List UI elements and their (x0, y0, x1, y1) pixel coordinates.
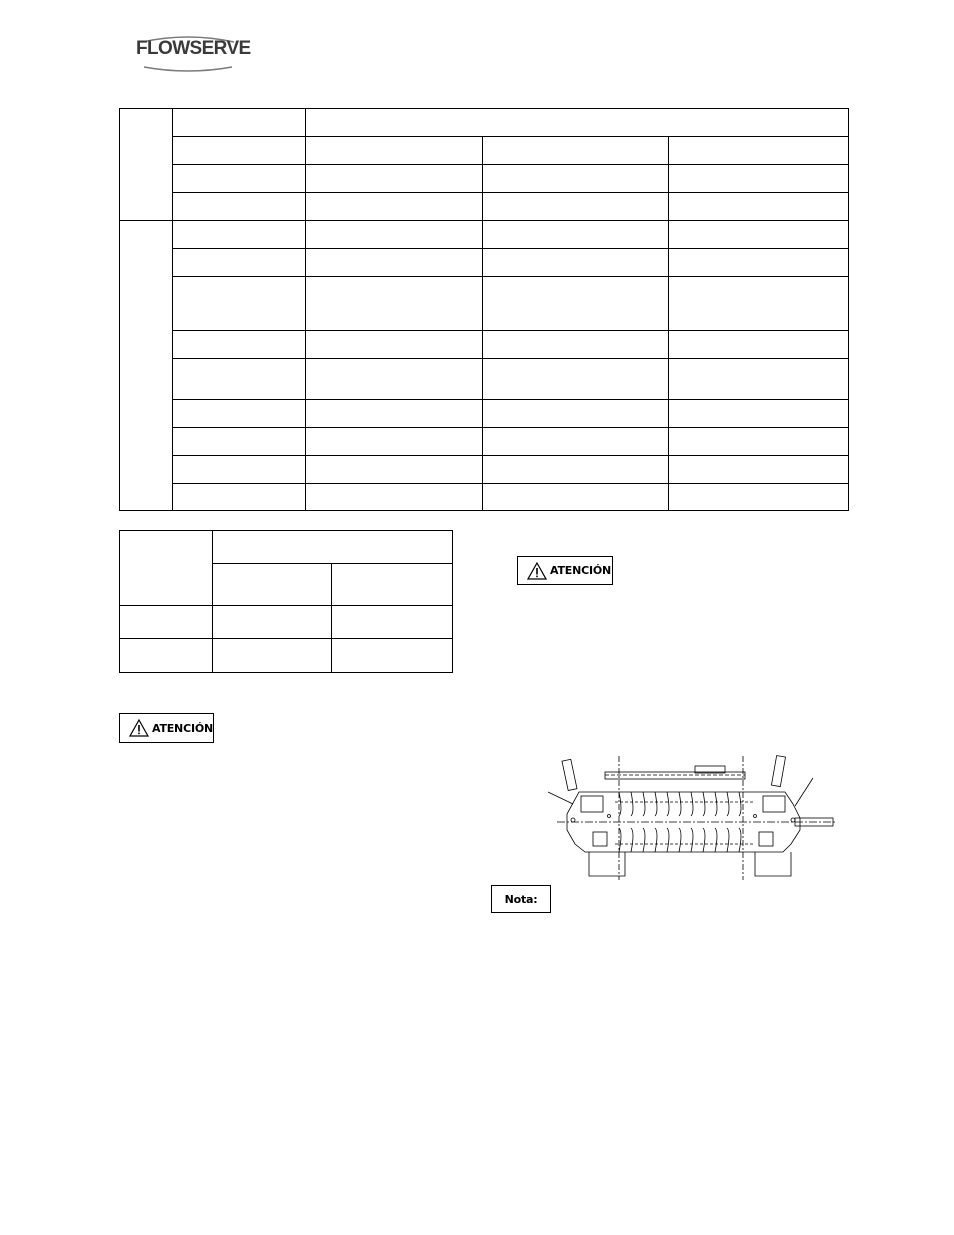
table-row (120, 484, 849, 511)
table-cell (212, 639, 332, 673)
table-cell (305, 193, 483, 221)
table-row (120, 221, 849, 249)
table-cell (669, 249, 849, 277)
table-header-cell (305, 109, 848, 137)
table-cell (483, 331, 669, 359)
table-row (120, 249, 849, 277)
small-table (119, 530, 453, 673)
table-cell (305, 400, 483, 428)
table-row (120, 428, 849, 456)
flowserve-logo (136, 34, 251, 74)
table-cell (669, 456, 849, 484)
table-cell (483, 400, 669, 428)
table-cell (305, 137, 483, 165)
table-cell (305, 484, 483, 511)
table-row (120, 639, 453, 673)
table-cell (172, 359, 305, 400)
table-cell (305, 249, 483, 277)
table-cell (669, 484, 849, 511)
table-cell (172, 456, 305, 484)
table-cell (305, 221, 483, 249)
table-cell (483, 137, 669, 165)
table-cell (305, 428, 483, 456)
table-cell (172, 193, 305, 221)
table-row (120, 137, 849, 165)
table-cell (172, 484, 305, 511)
note-badge (491, 885, 551, 913)
attention-badge (119, 713, 214, 743)
table-cell (669, 277, 849, 331)
table-cell (120, 639, 213, 673)
attention-label: ATENCIÓN (151, 721, 213, 735)
table-cell (483, 165, 669, 193)
table-cell (669, 400, 849, 428)
table-cell (483, 249, 669, 277)
table-cell (332, 606, 453, 639)
multistage-pump-cross-section-icon (545, 752, 837, 880)
specification-table (119, 108, 849, 511)
table-cell (669, 331, 849, 359)
table-cell (669, 359, 849, 400)
table-cell (305, 165, 483, 193)
attention-badge (517, 556, 613, 585)
table-row (120, 277, 849, 331)
table-cell (483, 193, 669, 221)
table-cell (172, 428, 305, 456)
table-row (120, 165, 849, 193)
warning-triangle-icon (527, 562, 547, 580)
table-cell (669, 137, 849, 165)
table-cell (483, 484, 669, 511)
table-cell (483, 221, 669, 249)
pump-cross-section-figure (545, 752, 837, 880)
table-row (120, 331, 849, 359)
table-cell (172, 137, 305, 165)
attention-label: ATENCIÓN (550, 564, 612, 577)
table-cell (212, 606, 332, 639)
table-cell (305, 359, 483, 400)
table-cell (305, 277, 483, 331)
table-group-cell (120, 109, 173, 221)
table-cell (212, 564, 332, 606)
table-cell (669, 193, 849, 221)
table-cell (172, 165, 305, 193)
table-cell (172, 109, 305, 137)
table-cell (120, 606, 213, 639)
table-cell (172, 400, 305, 428)
table-cell (172, 277, 305, 331)
table-row (120, 456, 849, 484)
table-cell (332, 639, 453, 673)
table-row (120, 359, 849, 400)
table-row (120, 531, 453, 564)
table-row (120, 109, 849, 137)
table-cell (483, 428, 669, 456)
logo-wordmark: FLOWSERVE (136, 38, 251, 59)
table-row (120, 606, 453, 639)
table-header-cell (120, 531, 213, 606)
table-cell (483, 359, 669, 400)
table-cell (305, 456, 483, 484)
table-cell (483, 277, 669, 331)
table-row (120, 400, 849, 428)
table-row (120, 193, 849, 221)
table-cell (172, 249, 305, 277)
table-cell (483, 456, 669, 484)
table-group-cell (120, 221, 173, 511)
table-cell (669, 428, 849, 456)
warning-triangle-icon (129, 719, 149, 737)
table-header-cell (212, 531, 452, 564)
table-cell (669, 165, 849, 193)
table-cell (305, 331, 483, 359)
table-cell (172, 221, 305, 249)
note-label: Nota: (504, 892, 538, 906)
table-cell (332, 564, 453, 606)
table-cell (172, 331, 305, 359)
table-cell (669, 221, 849, 249)
